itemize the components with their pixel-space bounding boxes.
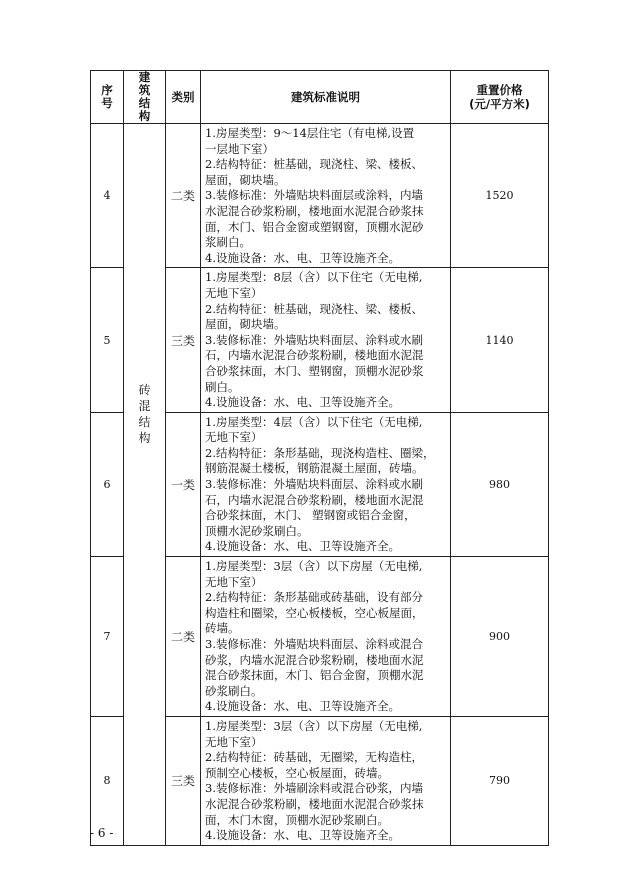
description-line: 2.结构特征：条形基础或砖基础，设有部分 [205,590,423,605]
row-description-cell [201,412,451,556]
description-line: 合砂浆抹面，木门、塑钢窗，顶棚水泥砂浆 [205,363,424,378]
header-category: 类别 [166,71,201,124]
row-price-cell: 900 [451,557,549,717]
description-line: 4.设施设备：水、电、卫等设施齐全。 [205,395,400,410]
description-line: 面，木门、铝合金窗或塑钢窗，顶棚水泥砂 [205,219,424,234]
description-line: 3.装修标准：外墙刷涂料或混合砂浆，内墙 [205,781,423,796]
row-seq-cell: 7 [91,557,124,717]
description-line: 砂浆刷白。 [205,683,263,698]
description-line: 无地下室） [205,574,263,589]
description-line: 屋面，砌块墙。 [205,317,286,332]
table-header-row [91,71,549,124]
description-line: 1.房屋类型：3层（含）以下房屋（无电梯, [205,559,423,574]
description-line: 2.结构特征：桩基础，现浇柱、梁、楼板、 [205,301,423,316]
description-line: 面，木门木窗，顶棚水泥砂浆刷白。 [205,812,389,827]
description-line: 砂浆，内墙水泥混合砂浆粉刷，楼地面水泥 [205,652,424,667]
description-line: 3.装修标准：外墙贴块料面层、涂料或水刷 [205,332,423,347]
description-line: 4.设施设备：水、电、卫等设施齐全。 [205,699,400,714]
row-seq-cell: 6 [91,412,124,556]
row-description-cell [201,557,451,717]
description-line: 3.装修标准：外墙贴块料面层或涂料，内墙 [205,188,423,203]
description-line: 混合砂浆抹面，木门、铝合金窗，顶棚水泥 [205,668,424,683]
page-number: - 6 - [90,826,114,840]
row-price-cell: 1520 [451,124,549,268]
description-line: 屋面，砌块墙。 [205,172,286,187]
description-line: 3.装修标准：外墙贴块料面层、涂料或水刷 [205,477,423,492]
row-category-cell: 二类 [166,557,201,717]
header-price: 重置价格 (元/平方米) [451,71,549,124]
description-line: 浆刷白。 [205,235,251,250]
row-description-cell [201,268,451,412]
row-category-cell: 二类 [166,124,201,268]
row-price-cell: 1140 [451,268,549,412]
description-line: 2.结构特征：砖基础，无圈梁，无构造柱， [205,750,423,765]
description-line: 水泥混合砂浆粉刷，楼地面水泥混合砂浆抹 [205,796,424,811]
header-structure: 建筑结构 [124,71,166,124]
description-line: 石，内墙水泥混合砂浆粉刷，楼地面水泥混 [205,348,424,363]
description-line: 一层地下室） [205,141,274,156]
description-line: 无地下室） [205,734,263,749]
row-seq-cell: 4 [91,124,124,268]
description-line: 合砂浆抹面，木门、 塑钢窗或铝合金窗， [205,508,416,523]
description-line: 4.设施设备：水、电、卫等设施齐全。 [205,828,400,843]
description-line: 2.结构特征：条形基础，现浇构造柱、圈梁， [205,445,435,460]
row-category-cell: 一类 [166,412,201,556]
description-line: 4.设施设备：水、电、卫等设施齐全。 [205,539,400,554]
description-line: 水泥混合砂浆粉刷，楼地面水泥混合砂浆抹 [205,203,424,218]
row-description-cell [201,124,451,268]
description-line: 1.房屋类型：9～14层住宅（有电梯,设置 [205,126,415,140]
row-description-cell [201,716,451,845]
description-line: 构造柱和圈梁，空心板楼板，空心板屋面， [205,605,424,620]
description-line: 砖墙。 [205,621,240,636]
description-line: 预制空心楼板，空心板屋面，砖墙。 [205,765,389,780]
description-line: 顶棚水泥砂浆刷白。 [205,523,309,538]
row-price-cell: 980 [451,412,549,556]
description-line: 石，内墙水泥混合砂浆粉刷，楼地面水泥混 [205,492,424,507]
description-line: 3.装修标准：外墙贴块料面层、涂料或混合 [205,637,423,651]
row-seq-cell: 5 [91,268,124,412]
description-line: 无地下室） [205,430,263,445]
structure-label: 砖混结构 [138,383,151,445]
description-line: 钢筋混凝土楼板，钢筋混凝土屋面，砖墙。 [205,461,424,476]
building-standards-table [90,70,549,846]
description-line: 无地下室） [205,285,263,300]
header-description: 建筑标准说明 [201,71,451,124]
description-line: 4.设施设备：水、电、卫等设施齐全。 [205,250,400,265]
description-line: 1.房屋类型：3层（含）以下房屋（无电梯, [205,718,423,733]
row-category-cell: 三类 [166,716,201,845]
description-line: 刷白。 [205,379,240,394]
row-category-cell: 三类 [166,268,201,412]
row-seq-cell: 8 [91,716,124,845]
table-row [91,124,549,268]
header-seq: 序号 [91,71,124,124]
description-line: 1.房屋类型：8层（含）以下住宅（无电梯, [205,270,423,285]
row-price-cell: 790 [451,716,549,845]
description-line: 2.结构特征：桩基础，现浇柱、梁、楼板、 [205,157,423,172]
description-line: 1.房屋类型：4层（含）以下住宅（无电梯, [205,414,423,429]
structure-merged-cell [124,124,166,846]
